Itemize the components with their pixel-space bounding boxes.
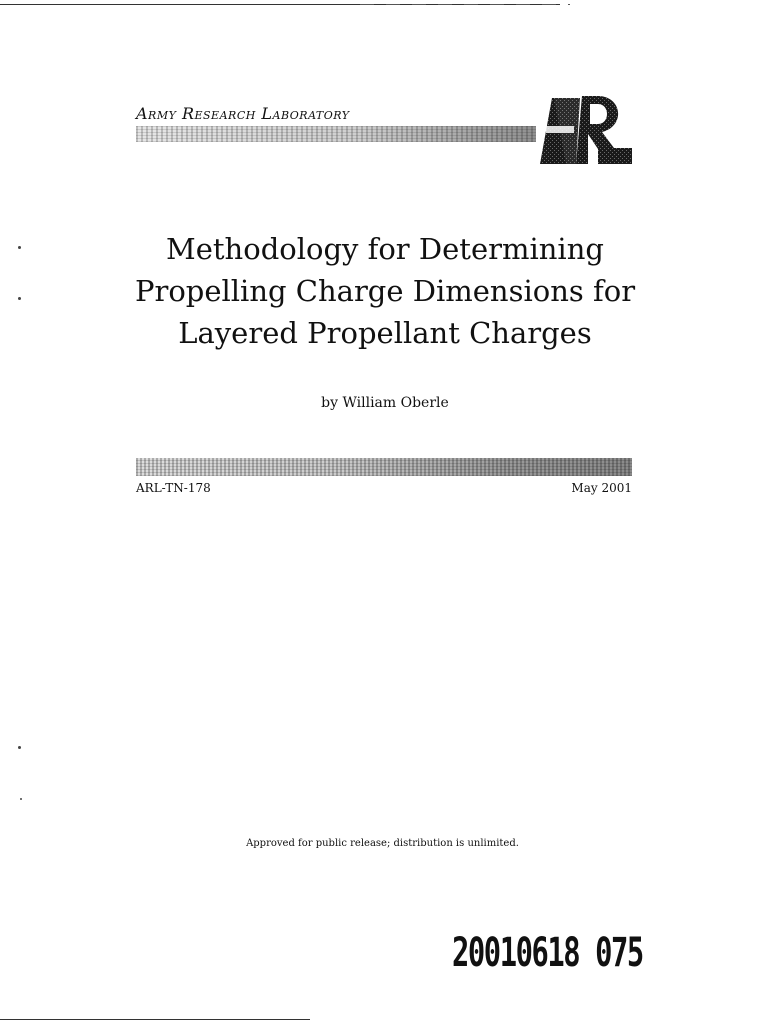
header-halftone-bar — [136, 126, 536, 142]
scan-speck — [18, 746, 21, 749]
scan-artifact-bottom-line — [0, 1019, 310, 1020]
scan-speck — [18, 246, 21, 249]
scan-speck — [18, 297, 21, 300]
report-number: ARL-TN-178 — [136, 481, 211, 495]
document-title — [100, 228, 670, 354]
distribution-statement: Approved for public release; distribution is unlimited. — [246, 838, 519, 849]
author-line: by William Oberle — [321, 395, 449, 411]
title-line-3: Layered Propellant Charges — [178, 316, 592, 350]
report-date: May 2001 — [571, 481, 632, 495]
scan-artifact-top-dashes — [360, 4, 570, 5]
scan-speck — [20, 798, 22, 800]
title-line-2: Propelling Charge Dimensions for — [134, 274, 636, 308]
divider-halftone-bar — [136, 458, 632, 476]
title-line-1: Methodology for Determining — [166, 232, 604, 266]
accession-number-stamp: 20010618 075 — [452, 930, 643, 976]
arl-logo-icon — [536, 92, 634, 166]
organization-name: Army Research Laboratory — [136, 104, 350, 123]
